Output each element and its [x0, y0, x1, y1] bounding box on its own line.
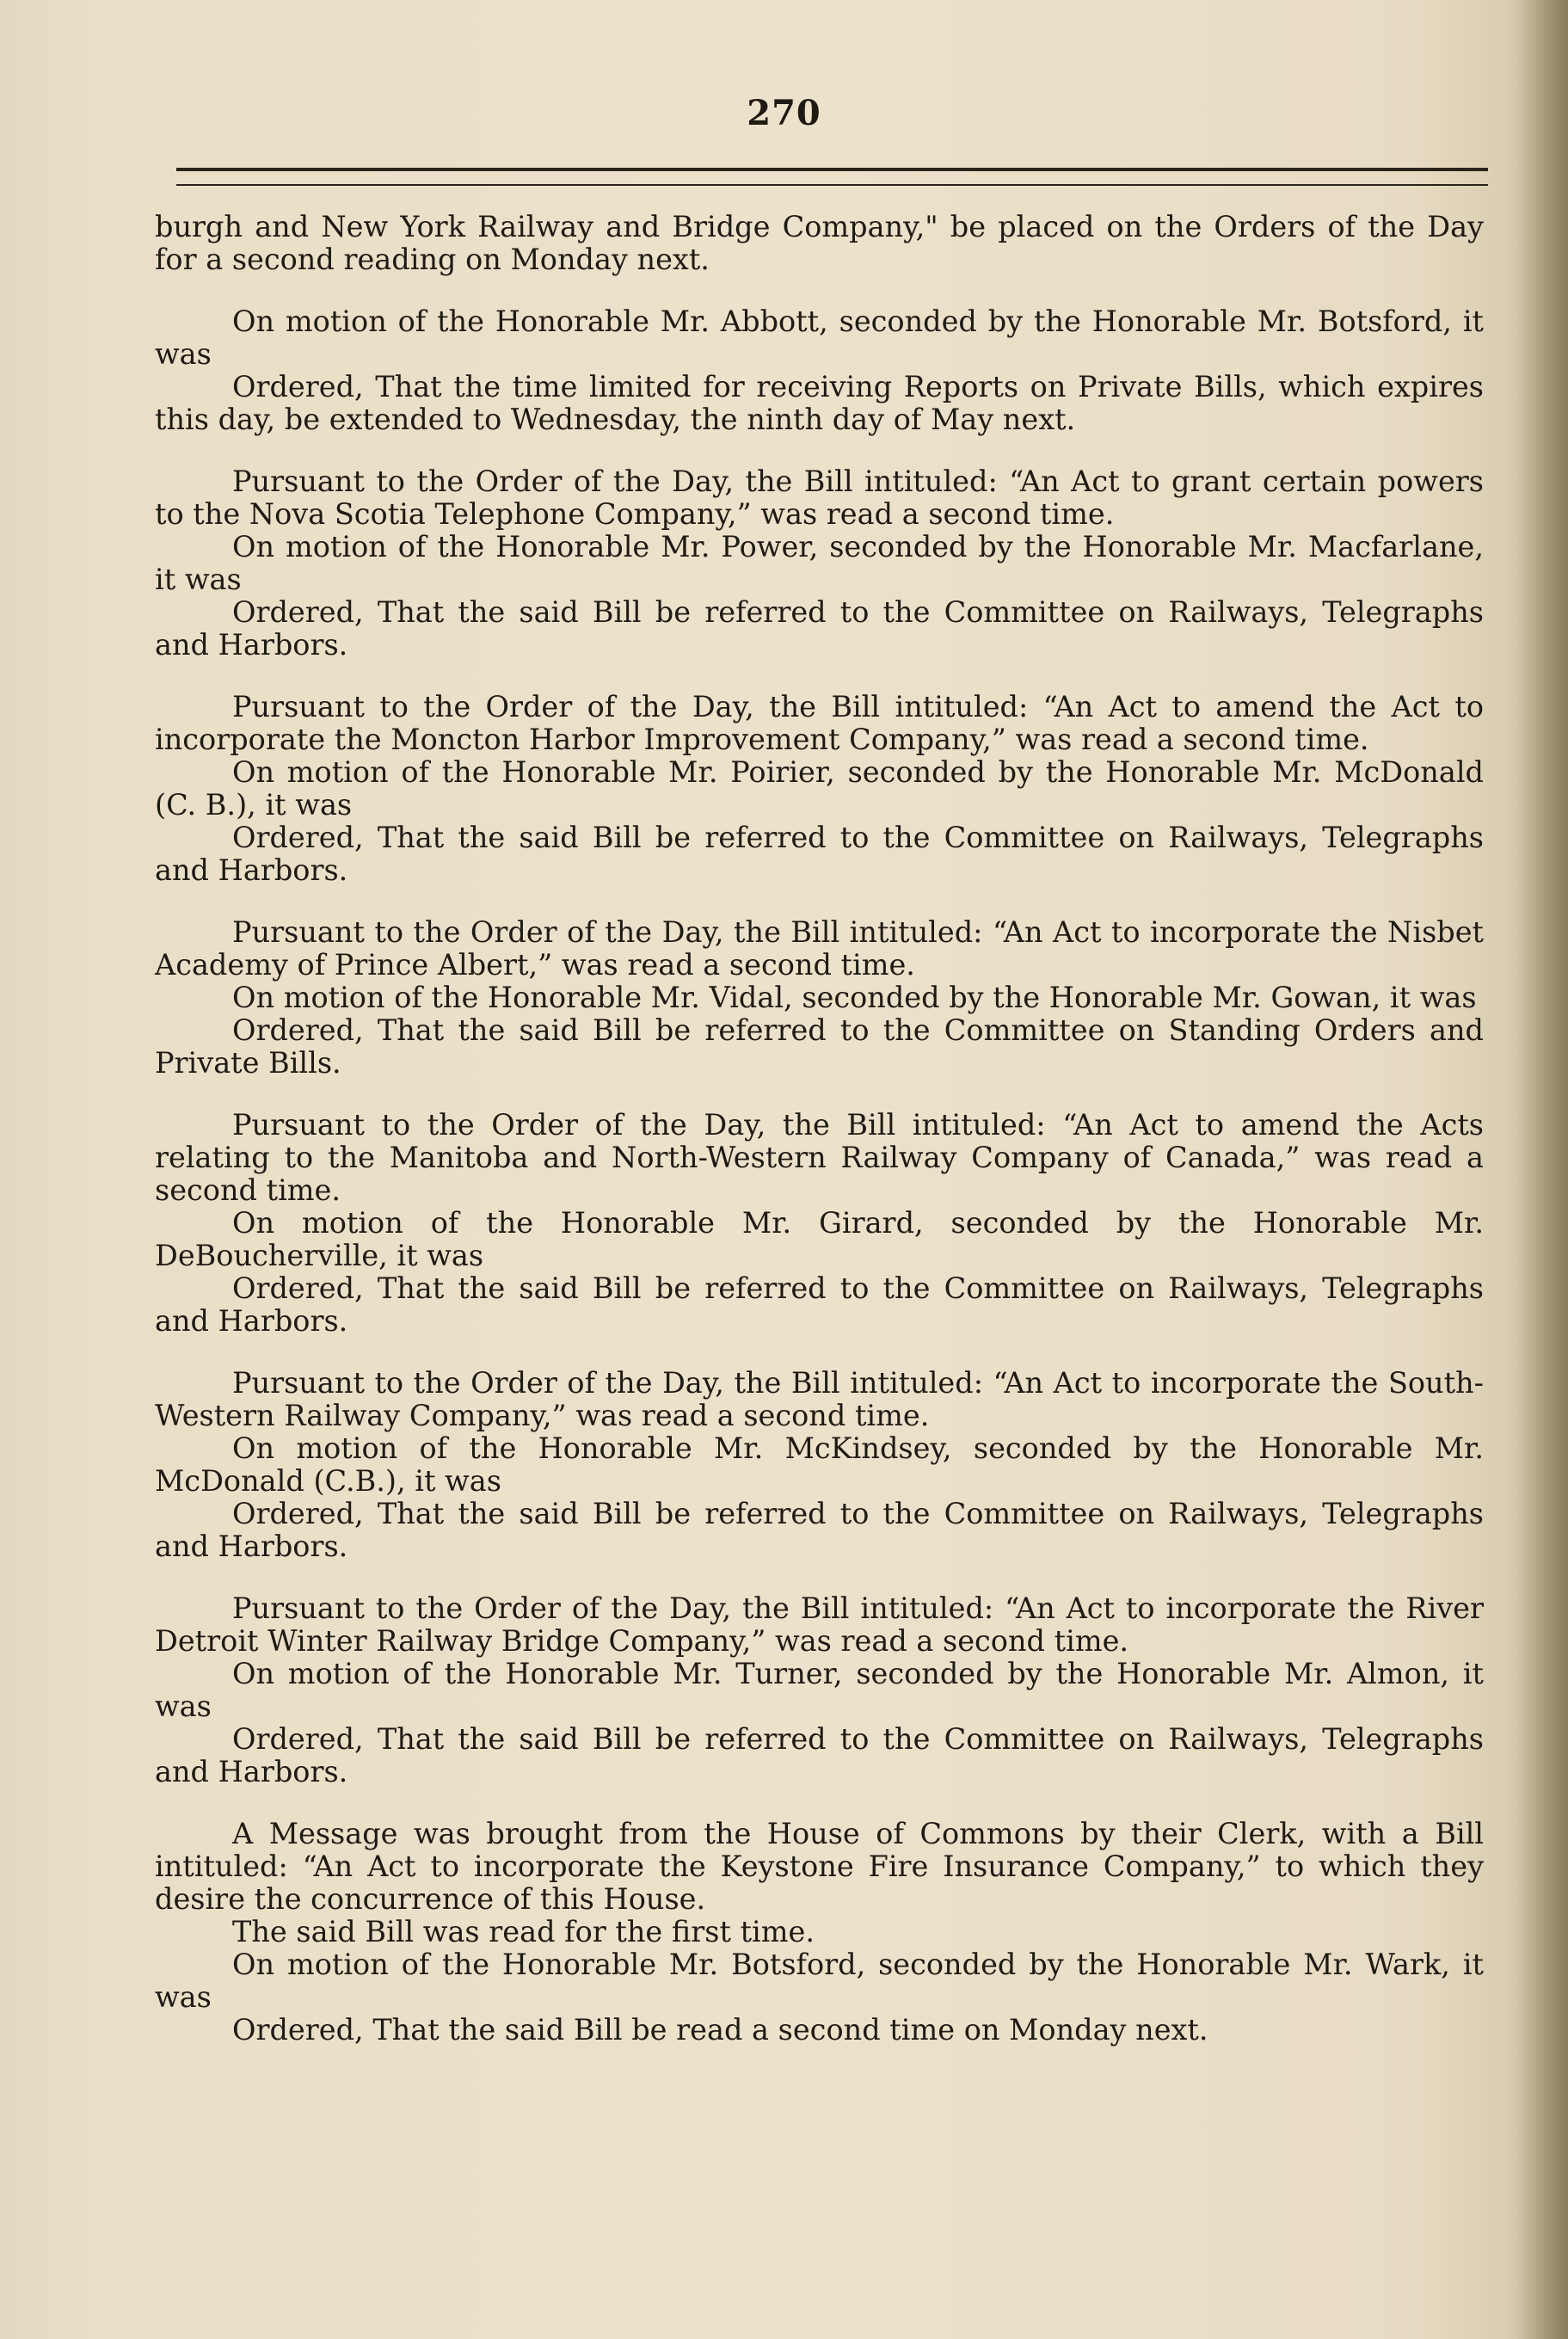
- page-body: [155, 211, 1484, 2047]
- paragraph: Ordered, That the said Bill be referred to the Committee on Railways, Telegraphs and Harbors.: [155, 1722, 1484, 1788]
- paragraph: Ordered, That the said Bill be referred to the Committee on Railways, Telegraphs and Harbors.: [155, 1271, 1484, 1338]
- paragraph: Ordered, That the said Bill be referred to the Committee on Railways, Telegraphs and Harbors.: [155, 1497, 1484, 1563]
- paragraph: Ordered, That the said Bill be referred to the Committee on Railways, Telegraphs and Harbors.: [155, 595, 1484, 662]
- paragraph: On motion of the Honorable Mr. Girard, seconded by the Honorable Mr. DeBoucherville, it was: [155, 1206, 1484, 1272]
- paragraph: On motion of the Honorable Mr. McKindsey, seconded by the Honorable Mr. McDonald (C.B.), it was: [155, 1431, 1484, 1498]
- paragraph: Ordered, That the said Bill be referred to the Committee on Railways, Telegraphs and Harbors.: [155, 821, 1484, 887]
- paragraph: Pursuant to the Order of the Day, the Bill intituled: “An Act to incorporate the Nisbet Academy of Prince Albert,” was read a second time.: [155, 915, 1484, 982]
- header-rule-thin: [176, 184, 1488, 186]
- paragraph: Pursuant to the Order of the Day, the Bill intituled: “An Act to amend the Act to incorporate the Moncton Harbor Improvement Company,” was read a second time.: [155, 690, 1484, 756]
- paragraph: On motion of the Honorable Mr. Botsford, seconded by the Honorable Mr. Wark, it was: [155, 1948, 1484, 2014]
- paragraph: Pursuant to the Order of the Day, the Bill intituled: “An Act to incorporate the River Detroit Winter Railway Bridge Company,” was read a second time.: [155, 1591, 1484, 1658]
- paragraph: Ordered, That the said Bill be read a second time on Monday next.: [232, 2013, 1208, 2047]
- paragraph: On motion of the Honorable Mr. Turner, seconded by the Honorable Mr. Almon, it was: [155, 1657, 1484, 1723]
- paragraph: Pursuant to the Order of the Day, the Bill intituled: “An Act to grant certain powers to the Nova Scotia Telephone Company,” was read a second time.: [155, 465, 1484, 531]
- paragraph: On motion of the Honorable Mr. Poirier, seconded by the Honorable Mr. McDonald (C. B.), it was: [155, 755, 1484, 822]
- paragraph: Pursuant to the Order of the Day, the Bill intituled: “An Act to incorporate the South-Western Railway Company,” was read a second time.: [155, 1366, 1484, 1432]
- paragraph: On motion of the Honorable Mr. Vidal, seconded by the Honorable Mr. Gowan, it was: [232, 981, 1477, 1014]
- paragraph: Ordered, That the time limited for receiving Reports on Private Bills, which expires this day, be extended to Wednesday, the ninth day of May next.: [155, 370, 1484, 436]
- paragraph: The said Bill was read for the first time.: [232, 1915, 815, 1948]
- page-number: 270: [747, 93, 821, 133]
- paragraph: Pursuant to the Order of the Day, the Bill intituled: “An Act to amend the Acts relating to the Manitoba and North-Western Railway Company of Canada,” was read a second time.: [155, 1108, 1484, 1207]
- book-spine-shadow: [1516, 0, 1568, 2339]
- paragraph: On motion of the Honorable Mr. Abbott, seconded by the Honorable Mr. Botsford, it was: [155, 305, 1484, 371]
- header-rule-thick: [176, 168, 1488, 171]
- paragraph: On motion of the Honorable Mr. Power, seconded by the Honorable Mr. Macfarlane, it was: [155, 530, 1484, 596]
- paragraph: burgh and New York Railway and Bridge Company," be placed on the Orders of the Day for a second reading on Monday next.: [155, 210, 1484, 276]
- paragraph: A Message was brought from the House of Commons by their Clerk, with a Bill intituled: “An Act to incorporate the Keystone Fire Insurance Company,” to which they desire the concurrence of this House.: [155, 1817, 1484, 1916]
- paragraph: Ordered, That the said Bill be referred to the Committee on Standing Orders and Private Bills.: [155, 1013, 1484, 1080]
